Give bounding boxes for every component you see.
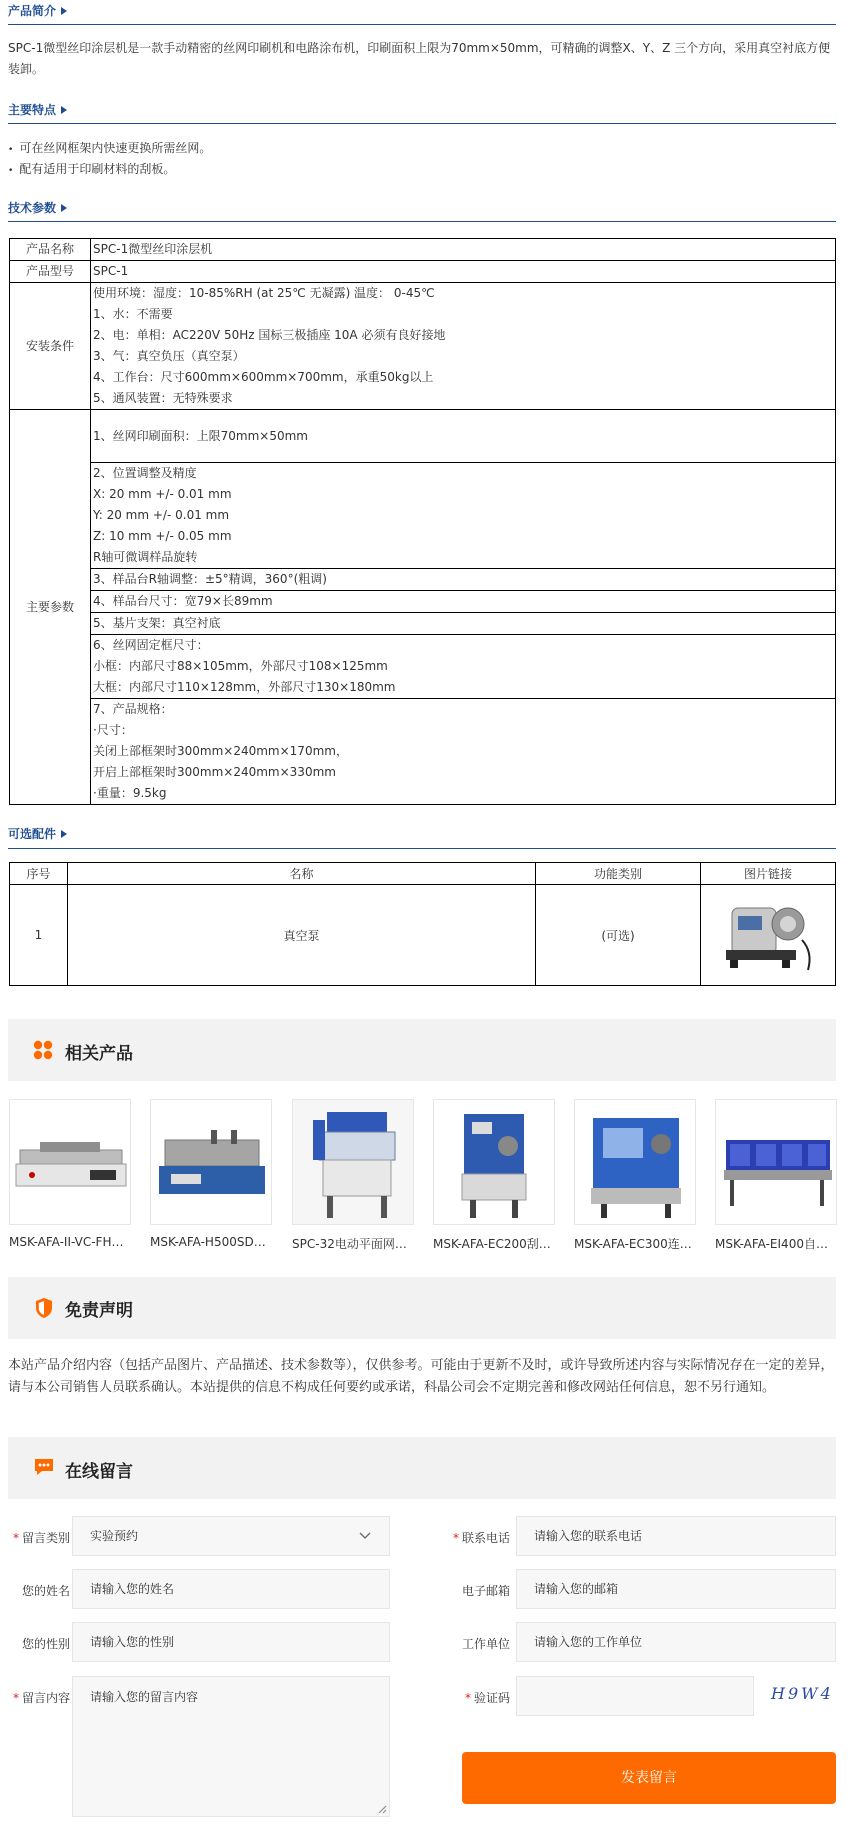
table-row	[10, 885, 836, 986]
gender-label: 您的性别	[21, 1637, 70, 1651]
spec-line: 6、丝网固定框尺寸：	[93, 638, 209, 652]
accessories-section-title	[8, 825, 67, 843]
spec-value: SPC-1微型丝印涂层机	[91, 239, 836, 261]
spec-value: 5、基片支架：真空衬底	[91, 613, 836, 635]
ei400-machine-image	[716, 1100, 837, 1225]
product-name[interactable]: MSK-AFA-EI400自…	[715, 1237, 828, 1251]
spec-line: 2、电：单相：AC220V 50Hz 国标三极插座 10A 必须有良好接地	[93, 328, 446, 342]
accessory-category: (可选)	[536, 885, 701, 986]
required-mark: *	[464, 1691, 471, 1705]
accessory-name: 真空泵	[68, 885, 536, 986]
company-label: 工作单位	[461, 1637, 510, 1651]
product-name[interactable]: MSK-AFA-EC300连…	[574, 1237, 692, 1251]
coater-flat-image	[10, 1100, 131, 1225]
spec-line: X: 20 mm +/- 0.01 mm	[93, 487, 232, 501]
phone-input[interactable]: 请输入您的联系电话	[516, 1516, 836, 1556]
product-card[interactable]	[433, 1099, 555, 1252]
accessory-image-link[interactable]	[701, 885, 836, 986]
captcha-input[interactable]	[516, 1676, 754, 1716]
spec-line: 5、通风装置：无特殊要求	[93, 391, 233, 405]
table-row	[10, 463, 836, 569]
table-row	[10, 239, 836, 261]
table-row	[10, 591, 836, 613]
divider	[8, 123, 836, 124]
table-row	[10, 613, 836, 635]
product-card[interactable]	[574, 1099, 696, 1252]
spec-line: 4、工作台：尺寸600mm×600mm×700mm，承重50kg以上	[93, 370, 434, 384]
category-select-value: 实验预约	[90, 1529, 139, 1543]
accessory-number: 1	[10, 885, 68, 986]
specs-section-title	[8, 199, 67, 217]
spec-label: 产品型号	[10, 261, 91, 283]
resize-handle-icon[interactable]	[378, 1805, 387, 1814]
ec200-machine-image	[434, 1100, 555, 1225]
spec-line: 开启上部框架时300mm×240mm×330mm	[93, 765, 336, 779]
spec-line: 使用环境：湿度：10-85%RH (at 25℃ 无凝露) 温度： 0-45℃	[93, 286, 435, 300]
spec-line: Z: 10 mm +/- 0.05 mm	[93, 529, 232, 543]
company-input[interactable]: 请输入您的工作单位	[516, 1622, 836, 1662]
table-header-row	[10, 863, 836, 885]
product-card[interactable]	[292, 1099, 414, 1252]
spec-value: 1、丝网印刷面积：上限70mm×50mm	[91, 410, 836, 463]
related-products-title: 相关产品	[65, 1044, 133, 1064]
arrow-right-icon	[61, 204, 67, 212]
phone-label	[440, 1529, 510, 1546]
accessories-title-text: 可选配件	[8, 827, 57, 841]
spec-value: SPC-1	[91, 261, 836, 283]
spec-line: R轴可微调样品旋转	[93, 550, 198, 564]
captcha-label-text: 验证码	[473, 1691, 510, 1705]
ec300-machine-image	[575, 1100, 696, 1225]
spec-line: 1、水：不需要	[93, 307, 173, 321]
arrow-right-icon	[61, 830, 67, 838]
email-label: 电子邮箱	[461, 1584, 510, 1598]
spec-value: 4、样品台尺寸：宽79×长89mm	[91, 591, 836, 613]
required-mark: *	[452, 1531, 459, 1545]
captcha-label	[440, 1689, 510, 1706]
coater-heated-image	[151, 1100, 272, 1225]
product-name[interactable]: SPC-32电动平面网…	[292, 1237, 407, 1251]
category-select[interactable]	[72, 1516, 390, 1556]
related-products-header	[8, 1019, 836, 1081]
spec-line: ·尺寸：	[93, 723, 133, 737]
shield-icon	[35, 1297, 53, 1319]
product-name[interactable]: MSK-AFA-H500SD…	[150, 1235, 266, 1249]
features-section-title	[8, 101, 67, 119]
spec-line: 7、产品规格：	[93, 702, 173, 716]
name-label: 您的姓名	[21, 1584, 70, 1598]
column-header: 序号	[10, 863, 68, 885]
intro-title-text: 产品简介	[8, 4, 57, 18]
product-image[interactable]	[9, 1099, 131, 1225]
specs-title-text: 技术参数	[8, 201, 57, 215]
submit-button[interactable]: 发表留言	[462, 1752, 836, 1804]
vacuum-pump-image[interactable]	[718, 890, 818, 978]
disclaimer-text: 本站产品介绍内容（包括产品图片、产品描述、技术参数等），仅供参考。可能由于更新不及时，或许导致所述内容与实际情况存在一定的差异，请与本公司销售人员联系确认。本站提供的信息不构成任何要约或承诺，科晶公司会不定期完善和修改网站任何信息，恕不另行通知。	[8, 1358, 834, 1395]
features-title-text: 主要特点	[8, 103, 57, 117]
table-row	[10, 283, 836, 410]
column-header: 功能类别	[536, 863, 701, 885]
product-image[interactable]	[292, 1099, 414, 1225]
phone-label-text: 联系电话	[461, 1531, 510, 1545]
product-name[interactable]: MSK-AFA-II-VC-FH…	[9, 1235, 124, 1249]
grid-icon	[33, 1040, 53, 1060]
column-header: 名称	[68, 863, 536, 885]
content-textarea[interactable]	[72, 1676, 390, 1817]
product-name[interactable]: MSK-AFA-EC200刮…	[433, 1237, 551, 1251]
content-placeholder: 请输入您的留言内容	[90, 1690, 199, 1704]
product-card[interactable]	[715, 1099, 837, 1252]
disclaimer-title: 免责声明	[65, 1301, 133, 1321]
chat-bubble-icon	[33, 1457, 55, 1477]
name-input[interactable]: 请输入您的姓名	[72, 1569, 390, 1609]
spec-line: 关闭上部框架时300mm×240mm×170mm，	[93, 744, 348, 758]
content-label	[0, 1689, 70, 1706]
feature-item: • 配有适用于印刷材料的刮板。	[8, 159, 175, 181]
email-input[interactable]: 请输入您的邮箱	[516, 1569, 836, 1609]
spec-line: Y: 20 mm +/- 0.01 mm	[93, 508, 230, 522]
spec-line: 3、气：真空负压（真空泵）	[93, 349, 245, 363]
screen-printer-image	[293, 1100, 414, 1225]
table-row	[10, 569, 836, 591]
message-title: 在线留言	[65, 1462, 133, 1482]
spec-value: 3、样品台R轴调整：±5°精调，360°(粗调)	[91, 569, 836, 591]
spec-line: 大框：内部尺寸110×128mm，外部尺寸130×180mm	[93, 680, 396, 694]
spec-value	[91, 463, 836, 569]
table-row	[10, 261, 836, 283]
product-image[interactable]	[715, 1099, 837, 1225]
intro-text: SPC-1微型丝印涂层机是一款手动精密的丝网印刷机和电路涂布机，印刷面积上限为70mm×50mm，可精确的调整X、Y、Z 三个方向，采用真空衬底方便装卸。	[8, 41, 831, 76]
divider	[8, 221, 836, 222]
spec-value	[91, 699, 836, 805]
table-row	[10, 699, 836, 805]
gender-input[interactable]: 请输入您的性别	[72, 1622, 390, 1662]
divider	[8, 848, 836, 849]
column-header: 图片链接	[701, 863, 836, 885]
accessories-table	[9, 862, 836, 986]
table-row	[10, 635, 836, 699]
arrow-right-icon	[61, 7, 67, 15]
product-image[interactable]	[574, 1099, 696, 1225]
intro-section-title	[8, 2, 67, 20]
required-mark: *	[12, 1691, 19, 1705]
captcha-image[interactable]: H9W4	[771, 1684, 834, 1703]
spec-value	[91, 635, 836, 699]
category-label	[0, 1529, 70, 1546]
product-card[interactable]	[9, 1099, 131, 1249]
spec-line: 2、位置调整及精度	[93, 466, 197, 480]
product-image[interactable]	[150, 1099, 272, 1225]
product-image[interactable]	[433, 1099, 555, 1225]
feature-item: • 可在丝网框架内快速更换所需丝网。	[8, 138, 211, 160]
category-label-text: 留言类别	[21, 1531, 70, 1545]
disclaimer-header	[8, 1277, 836, 1339]
divider	[8, 24, 836, 25]
spec-label: 安装条件	[10, 283, 91, 410]
content-label-text: 留言内容	[21, 1691, 70, 1705]
product-card[interactable]	[150, 1099, 272, 1249]
message-header	[8, 1437, 836, 1499]
required-mark: *	[12, 1531, 19, 1545]
spec-value	[91, 283, 836, 410]
spec-line: 小框：内部尺寸88×105mm，外部尺寸108×125mm	[93, 659, 388, 673]
spec-label: 主要参数	[10, 410, 91, 805]
spec-line: ·重量：9.5kg	[93, 786, 167, 800]
arrow-right-icon	[61, 106, 67, 114]
chevron-down-icon	[359, 1532, 371, 1540]
table-row	[10, 410, 836, 463]
spec-table	[9, 238, 836, 805]
spec-label: 产品名称	[10, 239, 91, 261]
